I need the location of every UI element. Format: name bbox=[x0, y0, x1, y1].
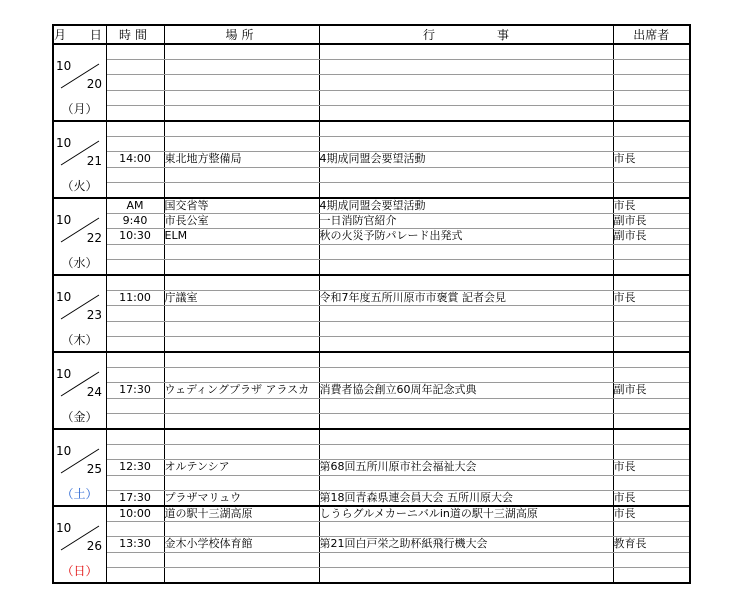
table-row bbox=[53, 321, 690, 336]
attendee-cell bbox=[613, 182, 690, 198]
attendee-cell bbox=[613, 167, 690, 182]
time-cell bbox=[106, 60, 164, 75]
date-month: 10 bbox=[56, 367, 72, 381]
date-weekday: （日） bbox=[61, 564, 98, 578]
table-row bbox=[53, 137, 690, 152]
time-cell bbox=[106, 275, 164, 291]
date-day: 20 bbox=[86, 77, 102, 91]
event-cell bbox=[319, 244, 613, 259]
place-cell bbox=[164, 75, 319, 90]
place-cell bbox=[164, 137, 319, 152]
time-cell bbox=[106, 306, 164, 321]
table-row bbox=[53, 429, 690, 445]
time-cell bbox=[106, 321, 164, 336]
time-cell: 17:30 bbox=[106, 490, 164, 506]
attendee-cell: 副市長 bbox=[613, 229, 690, 244]
table-row bbox=[53, 121, 690, 137]
date-day: 24 bbox=[86, 385, 102, 399]
table-row bbox=[53, 383, 690, 398]
time-cell bbox=[106, 121, 164, 137]
event-cell bbox=[319, 429, 613, 445]
event-cell bbox=[319, 306, 613, 321]
date-weekday: （木） bbox=[61, 333, 98, 347]
table-row bbox=[53, 352, 690, 368]
date-cell bbox=[53, 44, 106, 121]
event-cell bbox=[319, 336, 613, 352]
table-row bbox=[53, 413, 690, 429]
date-weekday: （金） bbox=[61, 410, 98, 424]
event-cell: 第21回白戸栄之助杯紙飛行機大会 bbox=[319, 537, 613, 552]
attendee-cell bbox=[613, 44, 690, 60]
table-row bbox=[53, 44, 690, 60]
event-cell bbox=[319, 445, 613, 460]
attendee-cell: 市長 bbox=[613, 198, 690, 214]
attendee-cell: 市長 bbox=[613, 291, 690, 306]
date-cell bbox=[53, 198, 106, 275]
place-cell: 国交省等 bbox=[164, 198, 319, 214]
date-month: 10 bbox=[56, 444, 72, 458]
attendee-cell bbox=[613, 259, 690, 275]
table-row bbox=[53, 244, 690, 259]
schedule-body bbox=[53, 44, 690, 583]
event-cell: 4期成同盟会要望活動 bbox=[319, 152, 613, 167]
event-cell bbox=[319, 259, 613, 275]
table-row bbox=[53, 475, 690, 490]
date-day: 23 bbox=[86, 308, 102, 322]
table-row bbox=[53, 398, 690, 413]
attendee-cell bbox=[613, 105, 690, 121]
event-cell bbox=[319, 398, 613, 413]
attendee-cell bbox=[613, 413, 690, 429]
attendee-cell bbox=[613, 567, 690, 583]
event-cell: 一日消防官紹介 bbox=[319, 214, 613, 229]
date-day: 22 bbox=[86, 231, 102, 245]
event-cell bbox=[319, 352, 613, 368]
time-cell: 10:00 bbox=[106, 506, 164, 522]
time-cell bbox=[106, 244, 164, 259]
table-row bbox=[53, 275, 690, 291]
attendee-cell: 副市長 bbox=[613, 214, 690, 229]
attendee-cell: 副市長 bbox=[613, 383, 690, 398]
attendee-cell: 市長 bbox=[613, 152, 690, 167]
place-cell: 庁議室 bbox=[164, 291, 319, 306]
place-cell bbox=[164, 413, 319, 429]
time-cell bbox=[106, 429, 164, 445]
date-cell bbox=[53, 352, 106, 429]
attendee-cell: 市長 bbox=[613, 460, 690, 475]
time-cell bbox=[106, 522, 164, 537]
table-row bbox=[53, 90, 690, 105]
table-row bbox=[53, 567, 690, 583]
date-day: 26 bbox=[86, 539, 102, 553]
event-cell: 消費者協会創立60周年記念式典 bbox=[319, 383, 613, 398]
place-cell bbox=[164, 44, 319, 60]
time-cell bbox=[106, 259, 164, 275]
event-cell bbox=[319, 522, 613, 537]
header-event bbox=[319, 25, 613, 44]
table-row bbox=[53, 506, 690, 522]
place-cell: 金木小学校体育館 bbox=[164, 537, 319, 552]
place-cell bbox=[164, 306, 319, 321]
table-row bbox=[53, 291, 690, 306]
event-cell bbox=[319, 137, 613, 152]
table-row bbox=[53, 60, 690, 75]
event-cell: 第68回五所川原市社会福祉大会 bbox=[319, 460, 613, 475]
place-cell bbox=[164, 182, 319, 198]
attendee-cell bbox=[613, 321, 690, 336]
place-cell bbox=[164, 445, 319, 460]
date-day: 25 bbox=[86, 462, 102, 476]
attendee-cell bbox=[613, 137, 690, 152]
place-cell: プラザマリュウ bbox=[164, 490, 319, 506]
time-cell bbox=[106, 368, 164, 383]
header-event-b: 事 bbox=[497, 28, 510, 42]
time-cell bbox=[106, 182, 164, 198]
attendee-cell bbox=[613, 522, 690, 537]
event-cell bbox=[319, 368, 613, 383]
event-cell bbox=[319, 182, 613, 198]
attendee-cell bbox=[613, 90, 690, 105]
time-cell: 10:30 bbox=[106, 229, 164, 244]
place-cell bbox=[164, 368, 319, 383]
place-cell bbox=[164, 567, 319, 583]
time-cell: 17:30 bbox=[106, 383, 164, 398]
event-cell bbox=[319, 121, 613, 137]
place-cell bbox=[164, 429, 319, 445]
place-cell bbox=[164, 167, 319, 182]
place-cell: 道の駅十三湖高原 bbox=[164, 506, 319, 522]
event-cell bbox=[319, 44, 613, 60]
table-row bbox=[53, 537, 690, 552]
event-cell bbox=[319, 167, 613, 182]
event-cell bbox=[319, 75, 613, 90]
table-row bbox=[53, 336, 690, 352]
place-cell bbox=[164, 121, 319, 137]
table-row bbox=[53, 259, 690, 275]
date-month: 10 bbox=[56, 290, 72, 304]
attendee-cell bbox=[613, 75, 690, 90]
attendee-cell: 市長 bbox=[613, 490, 690, 506]
place-cell bbox=[164, 244, 319, 259]
event-cell bbox=[319, 413, 613, 429]
attendee-cell bbox=[613, 398, 690, 413]
date-weekday: （水） bbox=[61, 256, 98, 270]
time-cell bbox=[106, 336, 164, 352]
attendee-cell bbox=[613, 275, 690, 291]
table-row bbox=[53, 490, 690, 506]
time-cell bbox=[106, 352, 164, 368]
event-cell bbox=[319, 60, 613, 75]
time-cell bbox=[106, 75, 164, 90]
date-month: 10 bbox=[56, 521, 72, 535]
table-row bbox=[53, 552, 690, 567]
place-cell bbox=[164, 90, 319, 105]
place-cell bbox=[164, 60, 319, 75]
attendee-cell bbox=[613, 244, 690, 259]
attendee-cell bbox=[613, 552, 690, 567]
time-cell: 9:40 bbox=[106, 214, 164, 229]
table-row bbox=[53, 167, 690, 182]
event-cell: しうらグルメカーニバルin道の駅十三湖高原 bbox=[319, 506, 613, 522]
event-cell: 秋の火災予防パレード出発式 bbox=[319, 229, 613, 244]
event-cell bbox=[319, 90, 613, 105]
header-row bbox=[53, 25, 690, 44]
attendee-cell: 教育長 bbox=[613, 537, 690, 552]
table-row bbox=[53, 229, 690, 244]
event-cell bbox=[319, 567, 613, 583]
table-row bbox=[53, 198, 690, 214]
time-cell: AM bbox=[106, 198, 164, 214]
place-cell bbox=[164, 336, 319, 352]
date-month: 10 bbox=[56, 213, 72, 227]
header-time: 時間 bbox=[106, 25, 164, 44]
event-cell: 4期成同盟会要望活動 bbox=[319, 198, 613, 214]
table-row bbox=[53, 152, 690, 167]
date-weekday: （土） bbox=[61, 487, 98, 501]
place-cell bbox=[164, 552, 319, 567]
time-cell: 13:30 bbox=[106, 537, 164, 552]
attendee-cell bbox=[613, 475, 690, 490]
place-cell bbox=[164, 105, 319, 121]
place-cell bbox=[164, 275, 319, 291]
event-cell bbox=[319, 475, 613, 490]
time-cell: 14:00 bbox=[106, 152, 164, 167]
date-cell bbox=[53, 121, 106, 198]
date-cell bbox=[53, 429, 106, 506]
time-cell: 11:00 bbox=[106, 291, 164, 306]
table-row bbox=[53, 306, 690, 321]
place-cell: ウェディングプラザ アラスカ bbox=[164, 383, 319, 398]
date-day: 21 bbox=[86, 154, 102, 168]
place-cell bbox=[164, 522, 319, 537]
attendee-cell: 市長 bbox=[613, 506, 690, 522]
time-cell bbox=[106, 567, 164, 583]
header-attendee: 出席者 bbox=[613, 25, 690, 44]
time-cell bbox=[106, 475, 164, 490]
place-cell bbox=[164, 475, 319, 490]
schedule-sheet bbox=[52, 24, 689, 584]
time-cell bbox=[106, 44, 164, 60]
date-month: 10 bbox=[56, 136, 72, 150]
place-cell bbox=[164, 259, 319, 275]
time-cell: 12:30 bbox=[106, 460, 164, 475]
header-event-a: 行 bbox=[422, 28, 435, 42]
place-cell: オルテンシア bbox=[164, 460, 319, 475]
attendee-cell bbox=[613, 306, 690, 321]
table-row bbox=[53, 182, 690, 198]
table-row bbox=[53, 368, 690, 383]
place-cell: 市長公室 bbox=[164, 214, 319, 229]
time-cell bbox=[106, 137, 164, 152]
schedule-table bbox=[52, 24, 691, 584]
attendee-cell bbox=[613, 336, 690, 352]
attendee-cell bbox=[613, 368, 690, 383]
header-date: 月 日 bbox=[53, 25, 106, 44]
event-cell: 第18回青森県連会員大会 五所川原大会 bbox=[319, 490, 613, 506]
time-cell bbox=[106, 105, 164, 121]
attendee-cell bbox=[613, 60, 690, 75]
table-row bbox=[53, 522, 690, 537]
event-cell bbox=[319, 321, 613, 336]
date-cell bbox=[53, 506, 106, 583]
date-month: 10 bbox=[56, 59, 72, 73]
event-cell bbox=[319, 552, 613, 567]
table-row bbox=[53, 75, 690, 90]
date-weekday: （火） bbox=[61, 179, 98, 193]
place-cell: 東北地方整備局 bbox=[164, 152, 319, 167]
header-place: 場所 bbox=[164, 25, 319, 44]
table-row bbox=[53, 460, 690, 475]
time-cell bbox=[106, 90, 164, 105]
attendee-cell bbox=[613, 445, 690, 460]
event-cell bbox=[319, 105, 613, 121]
event-cell: 令和7年度五所川原市市褒賞 記者会見 bbox=[319, 291, 613, 306]
table-row bbox=[53, 105, 690, 121]
attendee-cell bbox=[613, 121, 690, 137]
time-cell bbox=[106, 445, 164, 460]
place-cell bbox=[164, 352, 319, 368]
table-row bbox=[53, 445, 690, 460]
date-weekday: （月） bbox=[61, 102, 98, 116]
time-cell bbox=[106, 413, 164, 429]
date-cell bbox=[53, 275, 106, 352]
event-cell bbox=[319, 275, 613, 291]
time-cell bbox=[106, 552, 164, 567]
place-cell bbox=[164, 398, 319, 413]
place-cell: ELM bbox=[164, 229, 319, 244]
place-cell bbox=[164, 321, 319, 336]
attendee-cell bbox=[613, 352, 690, 368]
time-cell bbox=[106, 167, 164, 182]
table-row bbox=[53, 214, 690, 229]
attendee-cell bbox=[613, 429, 690, 445]
time-cell bbox=[106, 398, 164, 413]
